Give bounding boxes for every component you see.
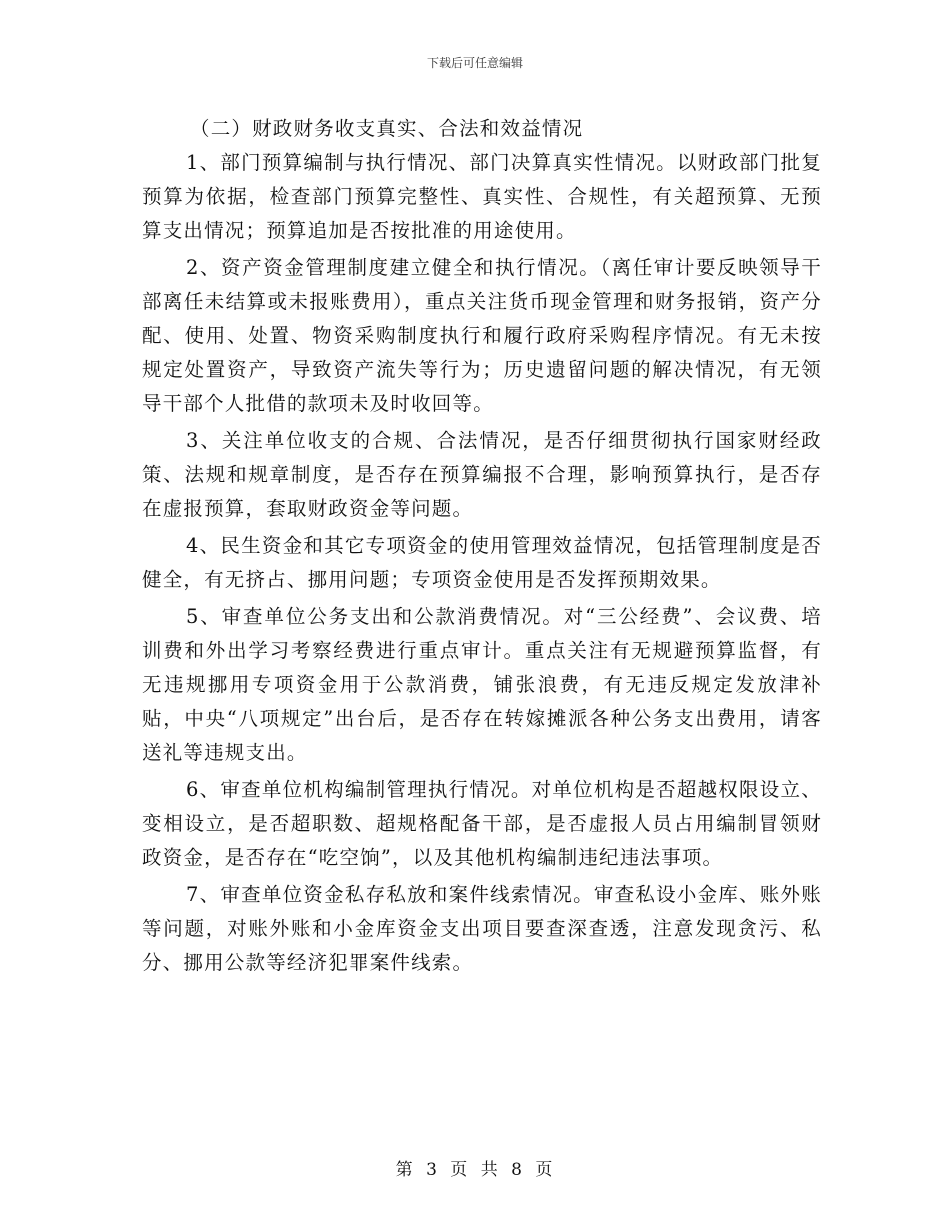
paragraph-6: 6、审查单位机构编制管理执行情况。对单位机构是否超越权限设立、变相设立，是否超职数、超规格配备干部，是否虚报人员占用编制冒领财政资金，是否存在“吃空饷”，以及其他机构编制违纪违法事项。: [142, 778, 822, 869]
paragraph-3: 3、关注单位收支的合规、合法情况，是否仔细贯彻执行国家财经政策、法规和规章制度，是否存在预算编报不合理，影响预算执行，是否存在虚报预算，套取财政资金等问题。: [142, 429, 822, 520]
document-body: [142, 112, 822, 983]
section-heading: （二）财政财务收支真实、合法和效益情况: [190, 117, 584, 140]
paragraph-4: 4、民生资金和其它专项资金的使用管理效益情况，包括管理制度是否健全，有无挤占、挪用问题；专项资金使用是否发挥预期效果。: [142, 534, 822, 591]
paragraph-2: 2、资产资金管理制度建立健全和执行情况。（离任审计要反映领导干部离任未结算或未报账费用），重点关注货币现金管理和财务报销，资产分配、使用、处置、物资采购制度执行和履行政府采购程序情况。有无未按规定处置资产，导致资产流失等行为；历史遗留问题的解决情况，有无领导干部个人批借的款项未及时收回等。: [142, 256, 822, 415]
paragraph-5: 5、审查单位公务支出和公款消费情况。对“三公经费”、会议费、培训费和外出学习考察经费进行重点审计。重点关注有无规避预算监督，有无违规挪用专项资金用于公款消费，铺张浪费，有无违反规定发放津补贴，中央“八项规定”出台后，是否存在转嫁摊派各种公务支出费用，请客送礼等违规支出。: [142, 605, 822, 764]
paragraph-1: 1、部门预算编制与执行情况、部门决算真实性情况。以财政部门批复预算为依据，检查部门预算完整性、真实性、合规性，有关超预算、无预算支出情况；预算追加是否按批准的用途使用。: [142, 151, 822, 242]
paragraph-7: 7、审查单位资金私存私放和案件线索情况。审查私设小金库、账外账等问题，对账外账和小金库资金支出项目要查深查透，注意发现贪污、私分、挪用公款等经济犯罪案件线索。: [142, 883, 822, 974]
header-note: 下载后可任意编辑: [426, 56, 523, 70]
page-number-footer: 第 3 页 共 8 页: [395, 1160, 555, 1180]
